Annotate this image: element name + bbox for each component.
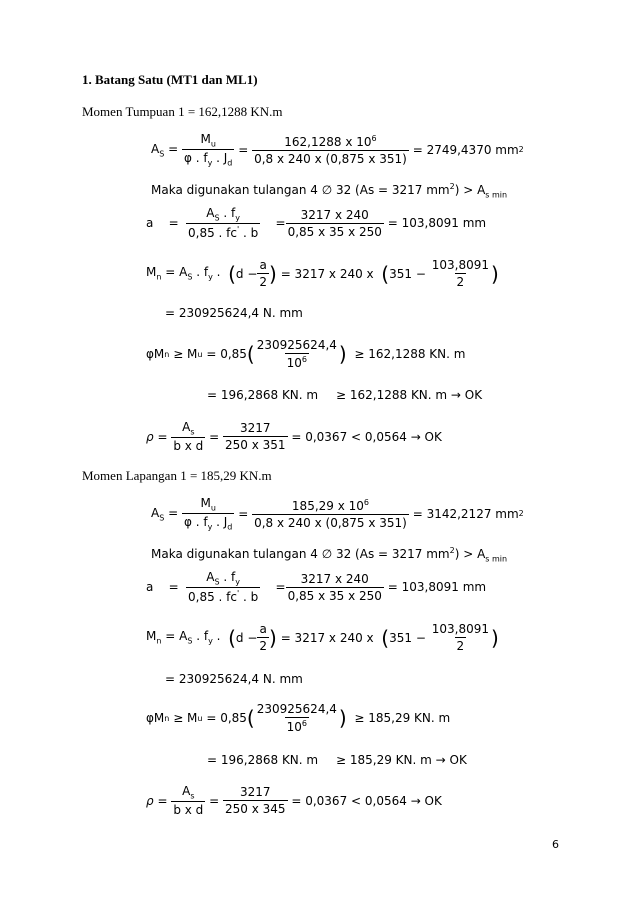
tulangan-line: Maka digunakan tulangan 4 ∅ 32 (As = 3217 $mm^2) > A_{s min}$: [151, 182, 508, 200]
check-right: ≥ 162,1288 KN. m → OK: [336, 388, 483, 402]
as-equation: $A_S$ = $\frac{M_u}{\varphi . f_y . J_d}$ = $\frac{185,29 x 10^6}{0,8 x 240 x (0,875 x 351)}$ = 3142,2127 mm 2: [151, 496, 524, 532]
section-title: 1. Batang Satu (MT1 dan ML1): [82, 72, 258, 87]
phi-mn-equation: φM n ≥ M u = 0,85 ( $\frac{230925624,4}{10^6}$ ) ≥ 162,1288 KN. m: [146, 338, 466, 370]
rho-equation: ρ = $\frac{A_s}{\text{b x d}}$ = $\frac{3217}{250 x 345}$ = 0,0367 < 0,0564 → OK: [146, 784, 442, 818]
phi-mn-equation: φM n ≥ M u = 0,85 ( $\frac{230925624,4}{10^6}$ ) ≥ 185,29 KN. m: [146, 702, 451, 734]
mn-result: = 230925624,4 N. mm: [165, 672, 303, 686]
as-fraction-2: $\frac{162,1288 x 10^6}{0,8 x 240 x (0,875 x 351)}$: [254, 133, 407, 166]
as-fraction-2: $\frac{185,29 x 10^6}{0,8 x 240 x (0,875 x 351)}$: [254, 497, 407, 530]
tulangan-line: Maka digunakan tulangan 4 ∅ 32 (As = 3217 $mm^2) > A_{s min}$: [151, 546, 508, 564]
a-equation: a = $\frac{A_S . f_y}{0,85 . fc' . b}$ = $\frac{3217 x 240}{0,85 x 35 x 250}$ = 103,8091 mm: [146, 570, 487, 605]
a-fraction-2: $\frac{3217 x 240}{0,85 x 35 x 250}$: [287, 571, 382, 603]
a-fraction-2: $\frac{3217 x 240}{0,85 x 35 x 250}$: [287, 207, 382, 239]
moment-heading: Momen Lapangan 1 = 185,29 KN.m: [82, 468, 272, 483]
a-equation: a = $\frac{A_S . f_y}{0,85 . fc' . b}$ = $\frac{3217 x 240}{0,85 x 35 x 250}$ = 103,8091 mm: [146, 206, 487, 241]
mn-equation: $M_n = A_S$ . $f_y$ . ( d − $\frac{a}{2}$ ) = 3217 x 240 x ( 351 − $\frac{103,8091}{2}$ ): [146, 622, 499, 653]
as-result: = 3142,2127 mm: [412, 506, 519, 521]
mn-result: = 230925624,4 N. mm: [165, 306, 303, 320]
a-fraction-1: $\frac{A_S . f_y}{0,85 . fc' . b}$: [188, 206, 259, 241]
moment-heading: Momen Tumpuan 1 = 162,1288 KN.m: [82, 104, 283, 119]
page-number: 6: [552, 838, 559, 851]
check-right: ≥ 185,29 KN. m → OK: [336, 753, 467, 767]
as-fraction-1: $\frac{M_u}{\varphi . f_y . J_d}$: [183, 496, 233, 532]
as-equation: $A_S$ = $\frac{M_u}{\varphi . f_y . J_d}$ = $\frac{162,1288 x 10^6}{0,8 x 240 x (0,875 x 351)}$ = 2749,4370 mm 2: [151, 132, 524, 168]
mn-equation: $M_n = A_S$ . $f_y$ . ( d − $\frac{a}{2}$ ) = 3217 x 240 x ( 351 − $\frac{103,8091}{2}$ ): [146, 258, 499, 289]
check-left: = 196,2868 KN. m: [207, 753, 319, 767]
check-left: = 196,2868 KN. m: [207, 388, 319, 402]
rho-equation: ρ = $\frac{A_s}{\text{b x d}}$ = $\frac{3217}{250 x 351}$ = 0,0367 < 0,0564 → OK: [146, 420, 442, 454]
as-result: = 2749,4370 mm: [412, 142, 519, 157]
a-fraction-1: $\frac{A_S . f_y}{0,85 . fc' . b}$: [188, 570, 259, 605]
as-fraction-1: $\frac{M_u}{\varphi . f_y . J_d}$: [183, 132, 233, 168]
